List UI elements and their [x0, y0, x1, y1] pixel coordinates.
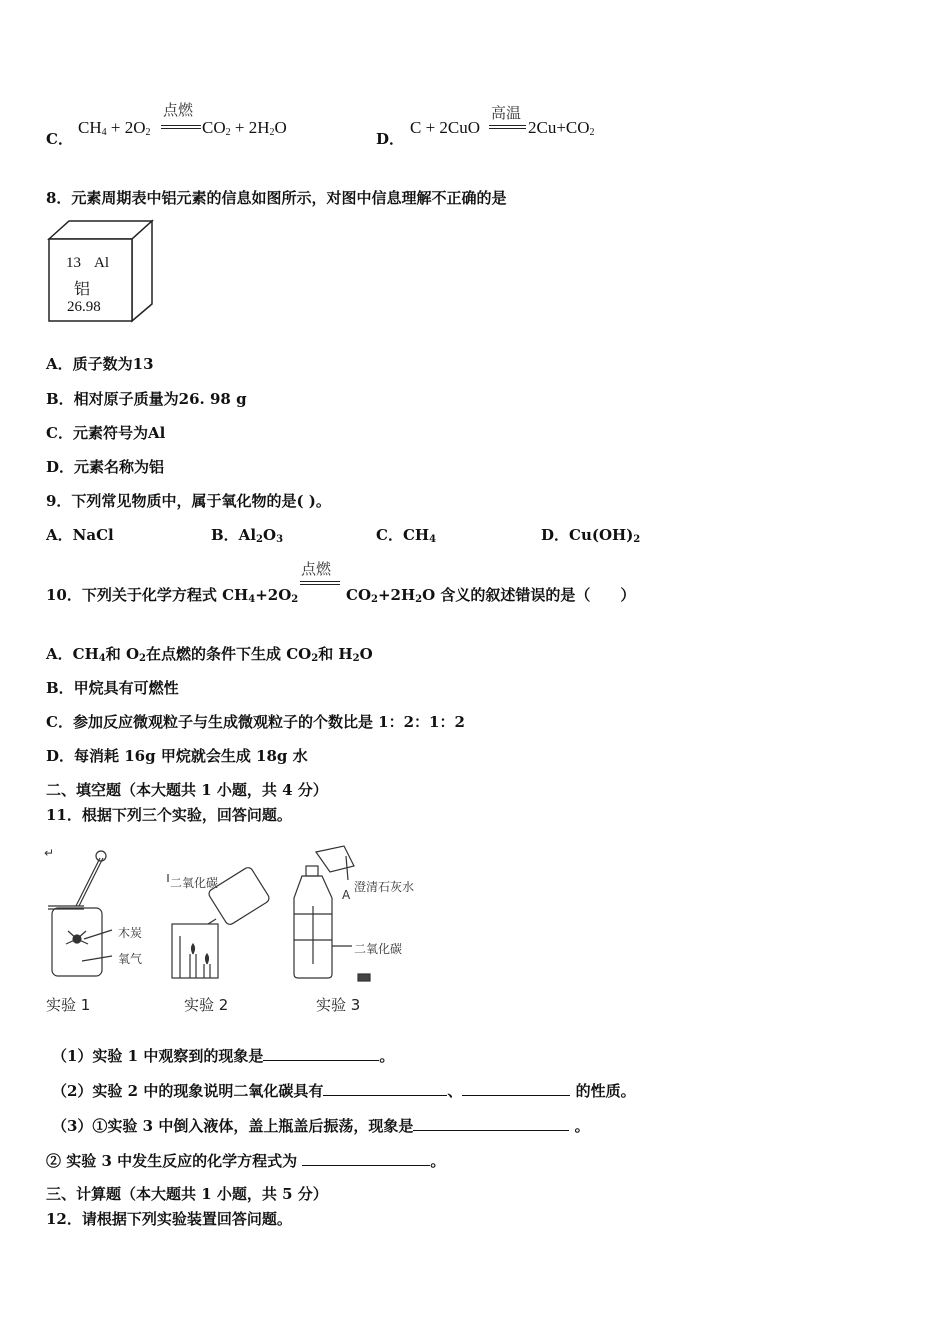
- q11-sub1: （1）实验 1 中观察到的现象是 。: [52, 1047, 395, 1065]
- q11-sub2-blank-2[interactable]: [462, 1081, 570, 1096]
- q10-option-d: D．每消耗 16g 甲烷就会生成 18g 水: [46, 747, 308, 765]
- q11-experiments-figure: [44, 836, 454, 1016]
- q7-option-d-equals-line-2: [489, 128, 526, 129]
- label-experiment-1: 实验 1: [46, 996, 91, 1014]
- q7-option-c-reactants: $CH_4 + 2O_2$: [78, 118, 151, 138]
- label-limewater: 澄清石灰水: [354, 880, 415, 894]
- q10-condition: 点燃: [301, 560, 332, 578]
- q9-option-d: D．$Cu(OH)_2$: [541, 526, 641, 545]
- element-mass: 26.98: [67, 299, 101, 315]
- q9-option-a: A．NaCl: [46, 526, 114, 544]
- q11-sub2-blank-1[interactable]: [323, 1081, 447, 1096]
- element-symbol: Al: [94, 255, 109, 271]
- q11-sub2: （2）实验 2 中的现象说明二氧化碳具有 、 的性质。: [52, 1082, 636, 1100]
- return-mark-icon: ↵: [44, 846, 55, 860]
- q9-option-c: C．$CH_4$: [376, 526, 437, 545]
- q10-equals-line-2: [300, 584, 340, 585]
- label-oxygen: 氧气: [118, 952, 143, 966]
- label-co2-exp2: 二氧化碳: [170, 876, 219, 890]
- q7-option-c-equals-line-2: [161, 128, 201, 129]
- q7-option-c-products: $CO_2 + 2H_2O$: [202, 118, 287, 138]
- q11-stem: 11．根据下列三个实验，回答问题。: [46, 806, 292, 824]
- element-name: 铝: [74, 279, 91, 298]
- label-experiment-3: 实验 3: [316, 996, 361, 1014]
- element-number: 13: [66, 255, 81, 271]
- aluminum-element-cell-figure: [46, 219, 156, 324]
- q10-option-c: C．参加反应微观粒子与生成微观粒子的个数比是 1：2：1：2: [46, 713, 465, 731]
- q8-option-a: A．质子数为13: [46, 355, 154, 373]
- q9-option-b: B．$Al_2O_3$: [211, 526, 284, 545]
- q10-option-b: B．甲烷具有可燃性: [46, 679, 179, 697]
- q7-option-d-equals-line: [489, 125, 526, 126]
- q10-equals-line: [300, 581, 340, 582]
- section-3-heading: 三、计算题（本大题共 1 小题，共 5 分）: [46, 1185, 328, 1203]
- q10-option-a: A．$CH_4$和 $O_2$在点燃的条件下生成 $CO_2$和 $H_2O$: [46, 645, 373, 664]
- q7-option-d-condition: 高温: [491, 104, 522, 122]
- q10-stem-products: $CO_2+2H_2O$ 含义的叙述错误的是（ ）: [346, 586, 636, 605]
- q8-option-d: D．元素名称为铝: [46, 458, 165, 476]
- q7-option-c-label: C．: [46, 130, 73, 148]
- q7-option-c-equals-line: [161, 125, 201, 126]
- q10-stem-reactants: 10．下列关于化学方程式 $CH_4+2O_2$: [46, 586, 299, 605]
- q12-stem: 12．请根据下列实验装置回答问题。: [46, 1210, 292, 1228]
- label-point-a: A: [342, 888, 351, 902]
- label-experiment-2: 实验 2: [184, 996, 229, 1014]
- q11-sub4: ② 实验 3 中发生反应的化学方程式为 。: [46, 1152, 446, 1170]
- q7-option-d-reactants: C + 2CuO: [410, 118, 481, 137]
- q8-stem: 8．元素周期表中铝元素的信息如图所示，对图中信息理解不正确的是: [46, 189, 507, 207]
- q7-option-d-label: D．: [376, 130, 405, 148]
- q11-sub4-blank[interactable]: [302, 1151, 430, 1166]
- q11-sub3: （3）①实验 3 中倒入液体，盖上瓶盖后振荡，现象是 。: [52, 1117, 590, 1135]
- q8-option-c: C．元素符号为Al: [46, 424, 166, 442]
- q9-stem: 9．下列常见物质中，属于氧化物的是( )。: [46, 492, 331, 510]
- q11-sub3-blank[interactable]: [413, 1116, 569, 1131]
- q8-option-b: B．相对原子质量为26. 98 g: [46, 390, 247, 408]
- label-co2-exp3: 二氧化碳: [354, 942, 403, 956]
- q11-sub1-blank[interactable]: [263, 1046, 379, 1061]
- label-charcoal: 木炭: [118, 926, 143, 940]
- q7-option-d-products: $2Cu+CO_2$: [528, 118, 595, 138]
- experiments-drawing: [44, 836, 454, 1016]
- q7-option-c-condition: 点燃: [163, 101, 194, 119]
- section-2-heading: 二、填空题（本大题共 1 小题，共 4 分）: [46, 781, 328, 799]
